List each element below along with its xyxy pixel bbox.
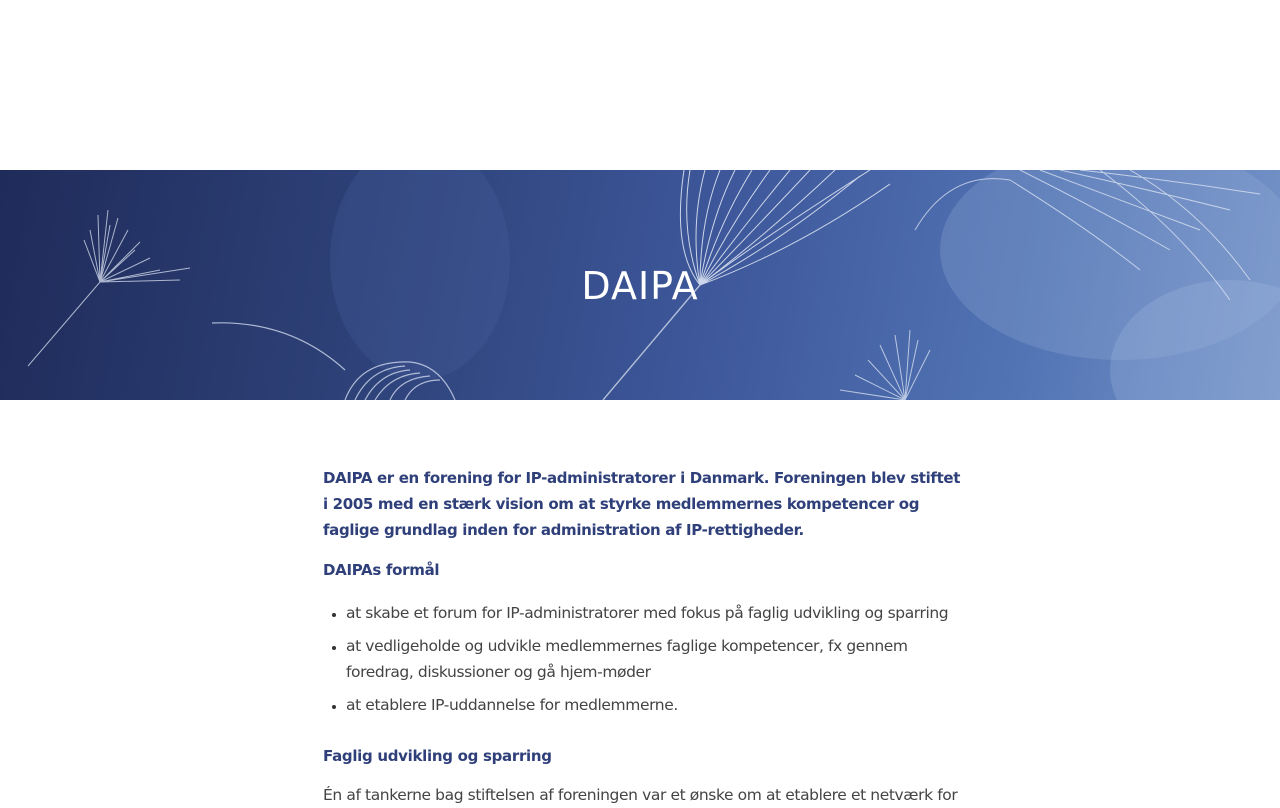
intro-paragraph: DAIPA er en forening for IP-administratorer i Danmark. Foreningen blev stiftet i 2005 med en stærk vision om at styrke medlemmernes kompetencer og faglige grundlag inden for administration af IP-rettigheder. <box>323 469 961 539</box>
list-item: • at skabe et forum for IP-administratorer med fokus på faglig udvikling og sparring <box>346 600 968 626</box>
list-item: • at vedligeholde og udvikle medlemmernes faglige kompetencer, fx gennem foredrag, diskussioner og gå hjem-møder <box>346 633 968 685</box>
purpose-list <box>323 600 968 718</box>
site-header <box>0 0 1280 170</box>
hero-banner <box>0 170 1280 400</box>
development-paragraph: Én af tankerne bag stiftelsen af foreningen var et ønske om at etablere et netværk for <box>323 786 958 804</box>
purpose-heading: DAIPAs formål <box>323 561 440 579</box>
development-heading: Faglig udvikling og sparring <box>323 747 552 765</box>
main-content <box>323 465 968 808</box>
list-item: • at etablere IP-uddannelse for medlemmerne. <box>346 692 968 718</box>
page-title: DAIPA <box>581 264 699 308</box>
